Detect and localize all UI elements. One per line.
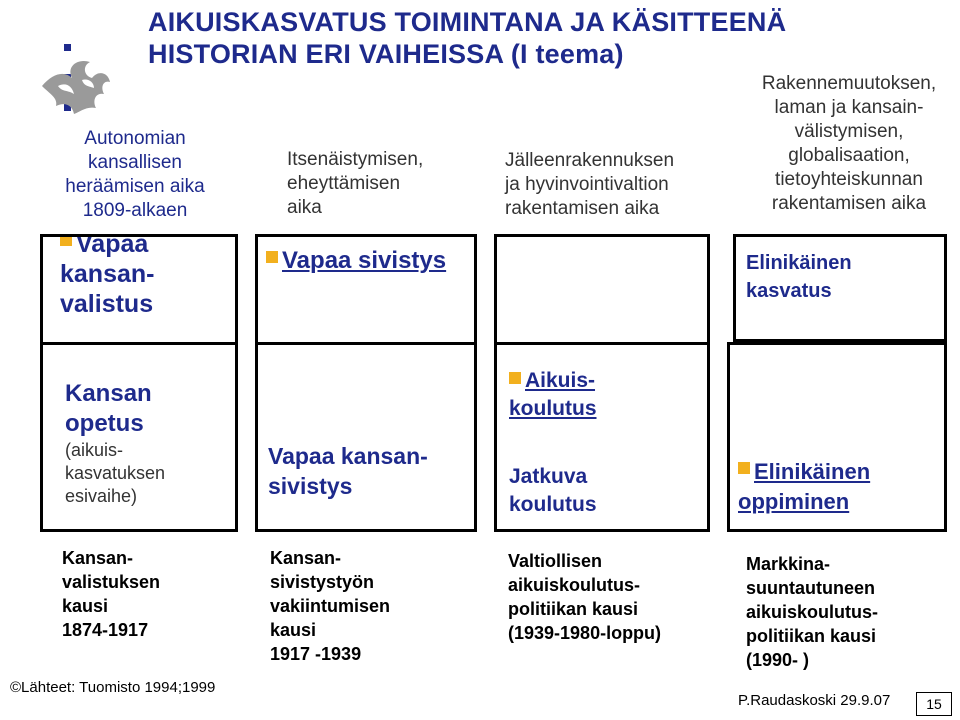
box-main-line: Elinikäinen [754, 459, 871, 484]
column-4-concept [746, 249, 852, 305]
heading-line: rakentamisen aika [771, 193, 927, 214]
heading-line: heräämisen aika [65, 176, 205, 197]
concept-line: Elinikäinen [746, 252, 852, 274]
era-line: Kansan- [62, 548, 134, 568]
era-line: valistuksen [62, 572, 161, 592]
slide-title [148, 6, 786, 70]
era-line: kausi [270, 620, 317, 640]
box-main-line: Kansan [65, 380, 152, 407]
column-2-heading [287, 148, 457, 220]
heading-line: tietoyhteiskunnan [775, 169, 923, 190]
era-line: politiikan kausi [508, 599, 639, 619]
title-line-2: HISTORIAN ERI VAIHEISSA (I teema) [148, 39, 624, 69]
column-3-middle-box [494, 342, 710, 532]
era-line: 1917 -1939 [270, 644, 362, 664]
heading-line: aika [287, 197, 322, 218]
heading-line: Autonomian [84, 128, 186, 149]
concept-line: valistus [60, 290, 154, 318]
university-flame-logo-icon [38, 56, 114, 116]
heading-line: Jälleenrakennuksen [505, 150, 675, 171]
era-line: vakiintumisen [270, 596, 391, 616]
box-main-line: sivistys [268, 473, 353, 499]
bullet-square-icon [738, 462, 750, 474]
era-line: politiikan kausi [746, 626, 877, 646]
column-4-heading [744, 72, 954, 216]
page-number-text: 15 [926, 696, 942, 712]
heading-line: välistymisen, [794, 121, 904, 142]
box-sub-line: Jatkuva [509, 465, 588, 488]
column-4-top-box [733, 234, 947, 342]
era-line: sivistystyön [270, 572, 375, 592]
era-line: aikuiskoulutus- [746, 602, 879, 622]
era-line: kausi [62, 596, 109, 616]
era-line: aikuiskoulutus- [508, 575, 641, 595]
box-main-line: opetus [65, 410, 144, 437]
column-1-heading [50, 127, 220, 223]
column-1-era [62, 546, 160, 642]
sources-note: ©Lähteet: Tuomisto 1994;1999 [10, 679, 216, 696]
heading-line: Itsenäistymisen, [287, 149, 424, 170]
box-sub-line: (aikuis- [65, 440, 124, 460]
column-2-middle-box [255, 342, 477, 532]
era-line: (1939-1980-loppu) [508, 623, 662, 643]
era-line: suuntautuneen [746, 578, 875, 598]
concept-line: kansan- [60, 260, 155, 288]
heading-line: laman ja kansain- [774, 97, 924, 118]
column-1-middle-box [40, 342, 238, 532]
page-number [916, 692, 952, 716]
box-main-line: koulutus [509, 397, 597, 420]
heading-line: Rakennemuutoksen, [761, 73, 937, 94]
concept-line: kasvatus [746, 280, 832, 302]
column-2-box-main [268, 441, 428, 501]
box-sub-line: koulutus [509, 493, 597, 516]
box-main-line: oppiminen [738, 489, 850, 514]
concept-line: Vapaa [76, 230, 149, 258]
concept-line: Vapaa sivistys [282, 247, 447, 274]
column-4-era [746, 552, 878, 672]
era-line: Markkina- [746, 554, 831, 574]
column-1-box-main [65, 379, 152, 439]
era-line: (1990- ) [746, 650, 810, 670]
heading-line: ja hyvinvointivaltion [505, 174, 669, 195]
column-4-box-main [738, 457, 870, 517]
column-4-middle-box [727, 342, 947, 532]
column-3-box-main [509, 367, 597, 423]
column-1-top-frame [40, 234, 238, 342]
heading-line: 1809-alkaen [82, 200, 188, 221]
column-3-heading [505, 149, 695, 221]
column-1-box-sub [65, 439, 165, 508]
column-3-top-frame [494, 234, 710, 342]
box-main-line: Aikuis- [525, 369, 596, 392]
heading-line: eheyttämisen [287, 173, 401, 194]
box-sub-line: kasvatuksen [65, 463, 166, 483]
column-2-top-frame [255, 234, 477, 342]
era-line: Valtiollisen [508, 551, 603, 571]
heading-line: globalisaation, [788, 145, 910, 166]
box-main-line: Vapaa kansan- [268, 443, 428, 469]
box-sub-line: esivaihe) [65, 486, 138, 506]
title-line-1: AIKUISKASVATUS TOIMINTANA JA KÄSITTEENÄ [148, 7, 787, 37]
bullet-square-icon [509, 372, 521, 384]
heading-line: kansallisen [88, 152, 182, 173]
era-line: 1874-1917 [62, 620, 149, 640]
column-3-era [508, 549, 661, 645]
author-note: P.Raudaskoski 29.9.07 [738, 692, 891, 709]
column-3-box-sub [509, 463, 597, 519]
heading-line: rakentamisen aika [505, 198, 660, 219]
column-2-era [270, 546, 390, 666]
era-line: Kansan- [270, 548, 342, 568]
